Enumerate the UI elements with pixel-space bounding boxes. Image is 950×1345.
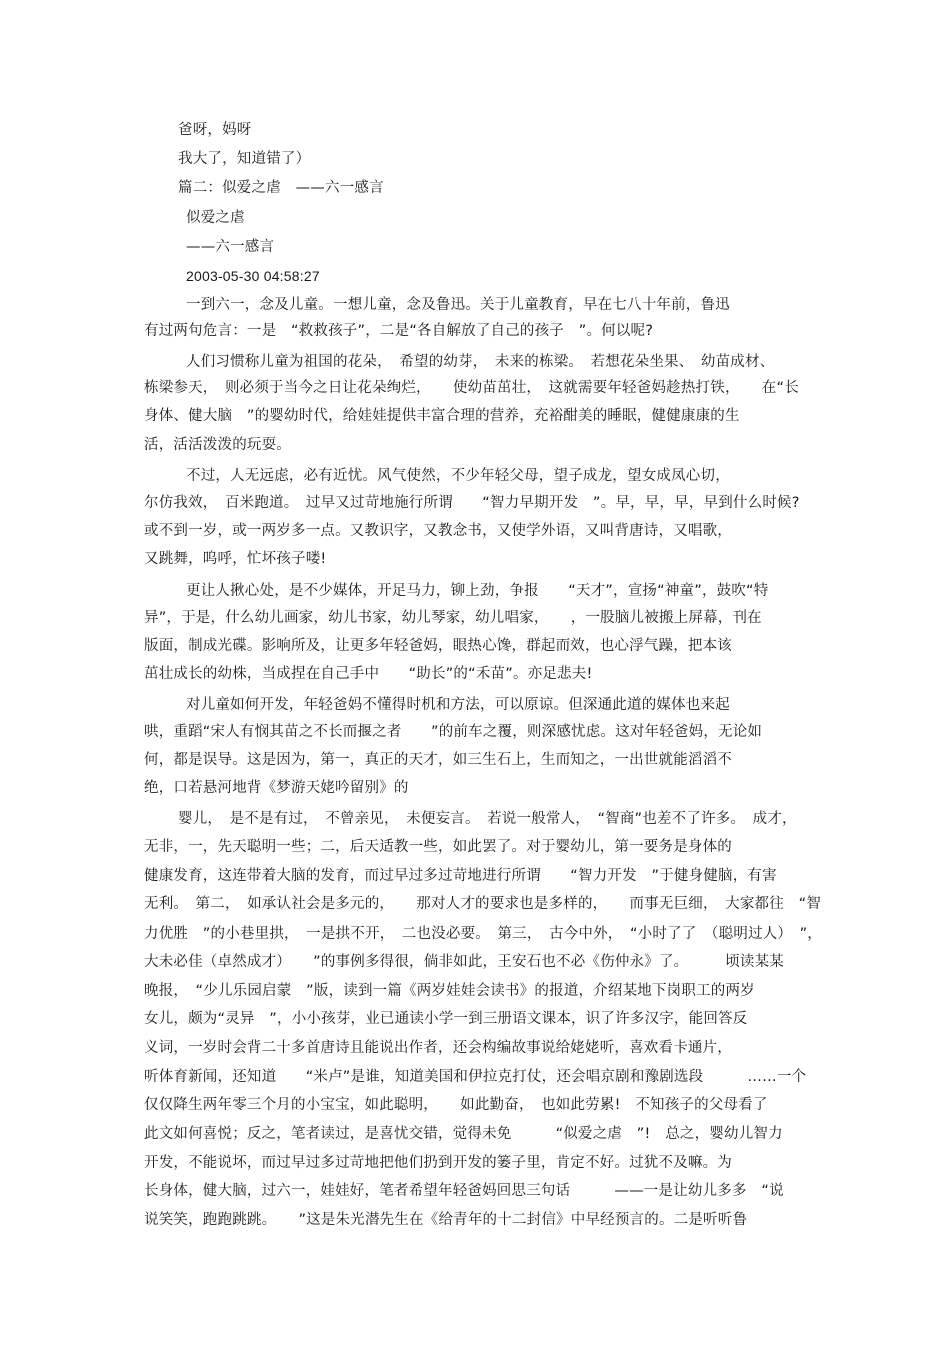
paragraph-line: 力优胜 ”的小巷里拱， 一是拱不开， 二也没必要。 第三， 古今中外， “小时了了 （聪明过人） ”，: [144, 926, 822, 942]
paragraph-line: 对儿童如何开发，年轻爸妈不懂得时机和方法，可以原谅。但深通此道的媒体也来起: [186, 697, 730, 713]
paragraph-line: 版面，制成光碟。影响所及，让更多年轻爸妈，眼热心馋，群起而效，也心浮气躁，把本该: [144, 638, 732, 654]
paragraph-line: 开发，不能说坏，而过早过多过苛地把他们扔到开发的篓子里，肯定不好。过犹不及嘛。为: [144, 1155, 732, 1171]
paragraph-line: 异”，于是，什么幼儿画家，幼儿书家，幼儿琴家，幼儿唱家， ，一股脑儿被搬上屏幕，刊在: [144, 610, 762, 626]
article-subtitle: ——六一感言: [186, 239, 275, 255]
paragraph-line: 仅仅降生两年零三个月的小宝宝，如此聪明， 如此勤奋， 也如此劳累! 不知孩子的父母看了: [144, 1097, 768, 1113]
paragraph-line: 茁壮成长的幼株，当成捏在自己手中 “助长”的“禾苗”。亦足悲夫!: [144, 666, 593, 682]
paragraph-line: 义词，一岁时会背二十多首唐诗且能说出作者，还会构编故事说给姥姥听，喜欢看卡通片，: [144, 1040, 732, 1056]
section-heading: 篇二：似爱之虐 ——六一感言: [178, 180, 384, 196]
text-line: 爸呀，妈呀: [178, 122, 252, 138]
paragraph-line: 此文如何喜悦；反之，笔者读过，是喜忧交错，觉得未免 “似爱之虐 ”! 总之，婴幼儿智力: [144, 1126, 783, 1142]
paragraph-line: 有过两句危言：一是 “救救孩子”，二是“各自解放了自己的孩子 ”。何以呢?: [144, 323, 654, 339]
paragraph-line: 女儿，颇为“灵异 ”，小小孩芽，业已通读小学一到三册语文课本，识了许多汉字，能回答反: [144, 1011, 748, 1027]
paragraph-line: 无非，一，先天聪明一些；二，后天适教一些，如此罢了。对于婴幼儿，第一要务是身体的: [144, 839, 732, 855]
paragraph-line: 更让人揪心处，是不少媒体，开足马力，铆上劲，争报 “天才”，宣扬“神童”，鼓吹“特: [186, 583, 769, 599]
paragraph-line: 听体育新闻，还知道 “米卢”是谁，知道美国和伊拉克打仗，还会唱京剧和豫剧选段 ……一个: [144, 1069, 807, 1085]
paragraph-line: 哄，重蹈“宋人有悯其苗之不长而揠之者 ”的前车之覆，则深感忧虑。这对年轻爸妈，无论如: [144, 724, 763, 740]
article-title: 似爱之虐: [186, 210, 245, 226]
paragraph-line: 不过，人无远虑，必有近忧。风气使然，不少年轻父母，望子成龙，望女成凤心切，: [186, 468, 730, 484]
text-line: 我大了，知道错了）: [178, 151, 311, 167]
paragraph-line: 说笑笑，跑跑跳跳。 ”这是朱光潜先生在《给青年的十二封信》中早经预言的。二是听听鲁: [144, 1212, 748, 1228]
paragraph-line: 或不到一岁，或一两岁多一点。又教识字，又教念书，又使学外语，又叫背唐诗，又唱歌，: [144, 523, 732, 539]
article-timestamp: 2003-05-30 04:58:27: [186, 268, 320, 284]
paragraph-line: 身体、健大脑 ”的婴幼时代，给娃娃提供丰富合理的营养，充裕酣美的睡眠，健健康康的生: [144, 408, 740, 424]
paragraph-line: 长身体，健大脑，过六一，娃娃好，笔者希望年轻爸妈回思三句话 ——一是让幼儿多多 “说: [144, 1183, 784, 1199]
paragraph-line: 活，活活泼泼的玩耍。: [144, 437, 291, 453]
paragraph-line: 健康发育，这连带着大脑的发育，而过早过多过苛地进行所谓 “智力开发 ”于健身健脑，有害: [144, 868, 777, 884]
paragraph-line: 大未必佳（卓然成才） ”的事例多得很，倘非如此，王安石也不必《伤仲永》了。 顷读某某: [144, 954, 785, 970]
paragraph-line: 一到六一，念及儿童。一想儿童，念及鲁迅。关于儿童教育，早在七八十年前，鲁迅: [186, 297, 730, 313]
paragraph-line: 又跳舞，呜呼，忙坏孩子喽!: [144, 551, 327, 567]
paragraph-line: 何，都是误导。这是因为，第一，真正的天才，如三生石上，生而知之，一出世就能滔滔不: [144, 752, 732, 768]
paragraph-line: 尔仿我效， 百米跑道。 过早又过苛地施行所谓 “智力早期开发 ”。早，早，早，早到什么时候?: [144, 495, 800, 511]
paragraph-line: 婴儿， 是不是有过， 不曾亲见， 未便妄言。 若说一般常人， “智商”也差不了许多。 成才，: [178, 811, 797, 827]
paragraph-line: 无利。 第二， 如承认社会是多元的， 那对人才的要求也是多样的， 而事无巨细， 大家都往 “智: [144, 896, 822, 912]
paragraph-line: 人们习惯称儿童为祖国的花朵， 希望的幼芽， 未来的栋梁。 若想花朵坐果、 幼苗成材、: [186, 354, 775, 370]
paragraph-line: 栋梁参天， 则必须于当今之日让花朵绚烂， 使幼苗茁壮， 这就需要年轻爸妈趁热打铁， 在“长: [144, 380, 799, 396]
paragraph-line: 绝，口若悬河地背《梦游天姥吟留别》的: [144, 780, 409, 796]
paragraph-line: 晚报， “少儿乐园启蒙 ”版，读到一篇《两岁娃娃会读书》的报道，介绍某地下岗职工的两岁: [144, 983, 755, 999]
